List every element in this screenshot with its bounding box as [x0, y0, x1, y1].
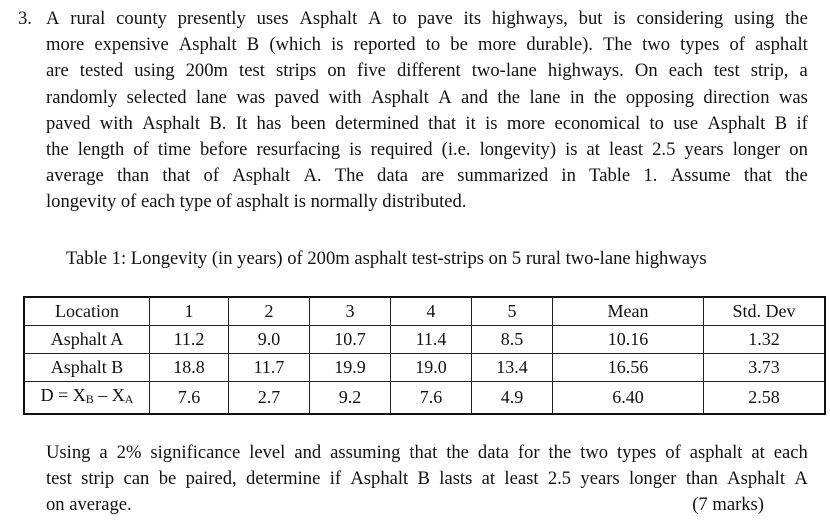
- word: has: [256, 112, 282, 134]
- word: paved: [46, 112, 91, 134]
- table-cell-mean: 6.40: [553, 382, 704, 415]
- word: rural: [70, 8, 106, 29]
- word: highways,: [491, 8, 568, 29]
- word: of: [729, 34, 745, 56]
- word: longer: [732, 139, 781, 161]
- word: presently: [177, 8, 246, 29]
- table-cell: 2.7: [229, 382, 310, 415]
- word: that: [162, 165, 191, 187]
- word: 2.5: [547, 468, 572, 490]
- word: is: [613, 8, 626, 29]
- word: be: [450, 34, 468, 56]
- row-label: Asphalt B: [24, 354, 150, 382]
- table-cell-std-dev: 3.73: [704, 354, 826, 382]
- word: two: [580, 442, 609, 463]
- question-text-line-7: [46, 163, 808, 189]
- table-cell-std-dev: 1.32: [704, 326, 826, 354]
- word: data: [477, 442, 509, 463]
- header-cell-std-dev: Std. Dev: [704, 297, 826, 326]
- word: with: [99, 112, 133, 134]
- word: asphalt: [755, 34, 808, 56]
- diff-label-d: D = X: [40, 385, 86, 405]
- word: average: [46, 165, 104, 187]
- word: (which: [269, 34, 321, 56]
- followup-block: [46, 440, 808, 519]
- word: the: [497, 86, 521, 108]
- word: was: [778, 86, 808, 108]
- word: of: [665, 442, 681, 463]
- word: Assume: [670, 165, 731, 187]
- word: types: [680, 34, 720, 56]
- word: different: [397, 60, 461, 82]
- word: significance: [150, 442, 241, 463]
- followup-line: [46, 466, 808, 492]
- question-text-line-5: [46, 111, 808, 137]
- word: than: [685, 468, 718, 490]
- word: strip,: [750, 60, 789, 82]
- header-cell-strip-2: 2: [229, 297, 310, 326]
- word: distributed.: [382, 191, 467, 213]
- word: at: [586, 139, 600, 161]
- word: is: [565, 139, 578, 161]
- header-cell-strip-1: 1: [150, 297, 229, 326]
- table-cell: 19.0: [391, 354, 472, 382]
- word: opposing: [625, 86, 694, 108]
- header-cell-location: Location: [24, 297, 150, 326]
- word: more: [477, 34, 517, 56]
- header-cell-strip-5: 5: [472, 297, 553, 326]
- word: length: [77, 139, 125, 161]
- word: least: [609, 139, 644, 161]
- word: on: [789, 139, 808, 161]
- word: two: [642, 34, 670, 56]
- word: and: [294, 442, 322, 463]
- word: types: [617, 442, 657, 463]
- word: paved: [274, 86, 320, 108]
- word: on: [327, 60, 346, 82]
- question-line: [18, 163, 808, 189]
- word: lane: [195, 86, 227, 108]
- word: A: [794, 468, 808, 490]
- word: On: [634, 60, 658, 82]
- table-cell: 9.2: [310, 382, 391, 415]
- header-cell-strip-4: 4: [391, 297, 472, 326]
- word: longevity): [479, 139, 557, 161]
- table-header-row: [24, 297, 825, 326]
- word: is: [293, 191, 306, 213]
- followup-text-line-1: [46, 440, 808, 466]
- word: asphalt: [236, 191, 289, 213]
- word: with: [328, 86, 362, 108]
- row-label: Asphalt A: [24, 326, 150, 354]
- word: years: [580, 468, 620, 490]
- word: a: [99, 442, 108, 463]
- word: was: [236, 86, 266, 108]
- word: are: [421, 165, 444, 187]
- followup-text-line-3: on average.: [46, 494, 132, 516]
- word: The: [334, 165, 364, 187]
- word: economical: [554, 112, 641, 134]
- followup-text-line-2: [46, 466, 808, 492]
- word: of: [216, 191, 232, 213]
- word: Asphalt: [142, 112, 201, 134]
- word: are: [46, 60, 69, 82]
- word: to: [649, 112, 664, 134]
- word: strips: [275, 60, 317, 82]
- diff-label-sub-b: B: [85, 392, 94, 406]
- word: each: [668, 60, 703, 82]
- word: is: [331, 34, 344, 56]
- word: than: [117, 165, 150, 187]
- word: selected: [126, 86, 187, 108]
- word: summarized: [457, 165, 549, 187]
- word: 1.: [643, 165, 658, 187]
- word: 200m: [185, 60, 228, 82]
- table-caption: Table 1: Longevity (in years) of 200m asphalt test-strips on 5 rural two-lane highways: [66, 248, 707, 269]
- question-number: 3.: [18, 8, 32, 29]
- word: (i.e.: [441, 139, 471, 161]
- word: of: [203, 165, 220, 187]
- word: type: [179, 191, 212, 213]
- word: each: [773, 442, 808, 463]
- row-label-difference: [24, 382, 150, 415]
- word: Using: [46, 442, 91, 463]
- word: that: [409, 442, 438, 463]
- word: the: [785, 165, 808, 187]
- table-cell: 7.6: [391, 382, 472, 415]
- table-cell: 10.7: [310, 326, 391, 354]
- diff-label-sub-a: A: [124, 392, 134, 406]
- question-line: [18, 137, 808, 163]
- table-cell: 8.5: [472, 326, 553, 354]
- word: tested: [79, 60, 124, 82]
- word: determined: [335, 112, 419, 134]
- question-text-line-2: [46, 32, 808, 58]
- word: Asphalt: [727, 468, 785, 490]
- word: direction: [703, 86, 770, 108]
- word: B: [417, 468, 430, 490]
- word: strip: [81, 468, 115, 490]
- word: at: [481, 468, 496, 490]
- word: normally: [310, 191, 378, 213]
- word: more: [506, 112, 546, 134]
- word: at: [751, 442, 765, 463]
- question-line: [18, 6, 808, 32]
- word: the: [548, 442, 572, 463]
- table-cell: 9.0: [229, 326, 310, 354]
- question-block: [18, 6, 808, 216]
- table-cell: 18.8: [150, 354, 229, 382]
- word: assuming: [330, 442, 401, 463]
- word: is: [485, 112, 498, 134]
- word: Asphalt: [178, 34, 237, 56]
- word: in: [561, 165, 576, 187]
- word: for: [517, 442, 540, 463]
- question-text-line-4: [46, 85, 808, 111]
- question-text-line-6: [46, 137, 808, 163]
- word: if: [796, 112, 808, 134]
- word: lasts: [439, 468, 473, 490]
- word: to: [425, 34, 441, 56]
- word: durable).: [526, 34, 593, 56]
- table-cell: 7.6: [150, 382, 229, 415]
- question-text-line-1: [46, 6, 808, 32]
- word: time: [157, 139, 191, 161]
- word: that: [743, 165, 772, 187]
- word: the: [46, 139, 69, 161]
- word: using: [134, 60, 175, 82]
- word: test: [713, 60, 740, 82]
- word: five: [357, 60, 386, 82]
- table-cell: 4.9: [472, 382, 553, 415]
- word: of: [120, 191, 137, 213]
- word: years: [684, 139, 724, 161]
- table-cell: 11.2: [150, 326, 229, 354]
- word: 2%: [116, 442, 142, 463]
- word: to: [392, 8, 407, 29]
- word: and: [461, 86, 488, 108]
- word: A.: [303, 165, 322, 187]
- word: A: [368, 8, 382, 29]
- word: It: [235, 112, 248, 134]
- word: The: [603, 34, 632, 56]
- word: Asphalt: [370, 86, 429, 108]
- word: longer: [628, 468, 677, 490]
- word: least: [504, 468, 539, 490]
- table-cell: 19.9: [310, 354, 391, 382]
- question-line: [18, 189, 808, 215]
- word: uses: [256, 8, 289, 29]
- word: B: [774, 112, 788, 134]
- word: the: [446, 442, 469, 463]
- table-cell: 11.7: [229, 354, 310, 382]
- word: if: [329, 468, 342, 490]
- word: expensive: [94, 34, 169, 56]
- word: is: [349, 139, 362, 161]
- word: been: [290, 112, 326, 134]
- question-line: [18, 58, 808, 84]
- table-row-difference: [24, 382, 825, 415]
- table-row-asphalt-a: [24, 326, 825, 354]
- word: Table: [589, 165, 631, 187]
- word: the: [593, 86, 617, 108]
- word: its: [463, 8, 482, 29]
- word: but: [578, 8, 603, 29]
- word: resurfacing: [256, 139, 341, 161]
- word: using: [734, 8, 775, 29]
- word: paired,: [185, 468, 237, 490]
- table-cell-mean: 10.16: [553, 326, 704, 354]
- word: A: [46, 8, 60, 29]
- followup-line: [46, 440, 808, 466]
- header-cell-mean: Mean: [553, 297, 704, 326]
- word: Asphalt: [350, 468, 409, 490]
- word: randomly: [46, 86, 118, 108]
- word: Asphalt: [299, 8, 358, 29]
- marks-label: (7 marks): [692, 494, 764, 516]
- word: considering: [636, 8, 724, 29]
- question-line: [18, 111, 808, 137]
- table-cell: 11.4: [391, 326, 472, 354]
- header-cell-strip-3: 3: [310, 297, 391, 326]
- word: in: [569, 86, 585, 108]
- table-cell-mean: 16.56: [553, 354, 704, 382]
- word: reported: [353, 34, 416, 56]
- word: two-lane: [471, 60, 537, 82]
- word: a: [799, 60, 808, 82]
- longevity-table: [23, 296, 826, 415]
- word: that: [428, 112, 457, 134]
- question-text-line-8: [46, 189, 471, 215]
- word: it: [465, 112, 476, 134]
- question-line: [18, 32, 808, 58]
- word: required: [370, 139, 433, 161]
- word: asphalt: [689, 442, 743, 463]
- followup-line: [46, 492, 808, 518]
- word: level: [249, 442, 286, 463]
- table-cell-std-dev: 2.58: [704, 382, 826, 415]
- question-line: [18, 85, 808, 111]
- word: of: [133, 139, 149, 161]
- word: Asphalt: [707, 112, 766, 134]
- word: pave: [417, 8, 453, 29]
- word: be: [158, 468, 177, 490]
- diff-label-minus: – X: [93, 385, 125, 405]
- word: longevity: [46, 191, 117, 213]
- table-cell: 13.4: [472, 354, 553, 382]
- word: 2.5: [652, 139, 676, 161]
- word: use: [673, 112, 699, 134]
- word: more: [46, 34, 85, 56]
- word: determine: [246, 468, 321, 490]
- word: test: [46, 468, 72, 490]
- word: B.: [209, 112, 227, 134]
- word: lane: [529, 86, 561, 108]
- question-text-line-3: [46, 58, 808, 84]
- word: test: [239, 60, 265, 82]
- word: data: [377, 165, 408, 187]
- word: highways.: [547, 60, 624, 82]
- word: county: [116, 8, 167, 29]
- word: each: [140, 191, 175, 213]
- table-row-asphalt-b: [24, 354, 825, 382]
- word: Asphalt: [232, 165, 291, 187]
- word: B: [246, 34, 260, 56]
- word: the: [785, 8, 808, 29]
- word: can: [123, 468, 150, 490]
- word: A: [438, 86, 452, 108]
- word: before: [199, 139, 248, 161]
